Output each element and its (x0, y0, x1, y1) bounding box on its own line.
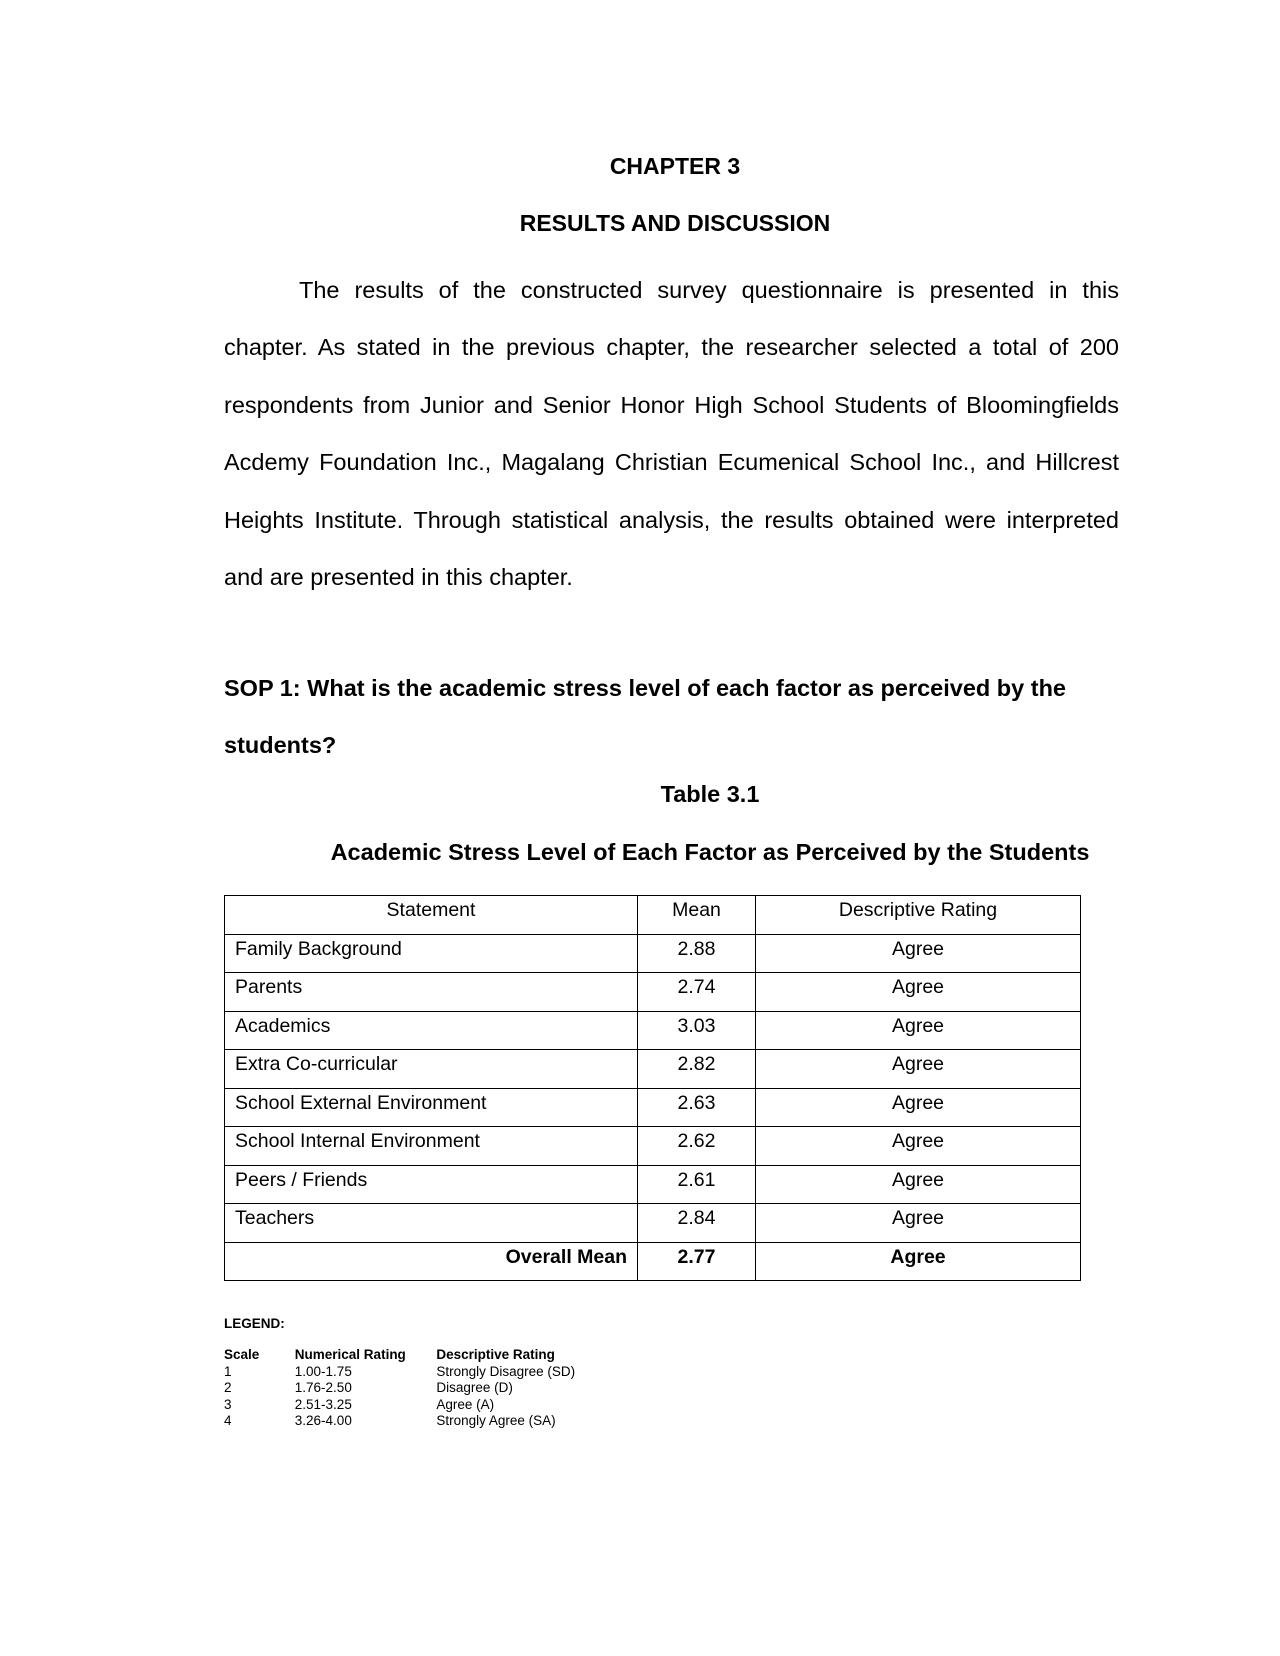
row-rating: Agree (756, 1165, 1081, 1204)
legend-numerical: 1.00-1.75 (294, 1363, 352, 1379)
table-row (225, 1050, 1081, 1089)
row-mean: 3.03 (638, 1011, 756, 1050)
legend-row (224, 1380, 644, 1397)
section-title: RESULTS AND DISCUSSION (519, 210, 831, 236)
legend-scale: 2 (224, 1380, 232, 1396)
row-statement: Academics (225, 1011, 638, 1050)
row-rating: Agree (756, 1088, 1081, 1127)
table-number: Table 3.1 (660, 781, 760, 807)
legend-descriptive: Disagree (D) (436, 1380, 513, 1396)
stress-level-table (224, 895, 1081, 1281)
table-row (225, 1204, 1081, 1243)
overall-mean-value: 2.77 (638, 1242, 756, 1281)
row-mean: 2.82 (638, 1050, 756, 1089)
table-row (225, 1127, 1081, 1166)
overall-mean-label: Overall Mean (225, 1242, 638, 1281)
legend-descriptive: Agree (A) (436, 1396, 495, 1412)
legend-numerical: 1.76-2.50 (294, 1380, 352, 1396)
row-rating: Agree (756, 1011, 1081, 1050)
header-statement: Statement (225, 896, 638, 935)
chapter-title: CHAPTER 3 (609, 153, 741, 179)
legend-row (224, 1413, 644, 1430)
row-statement: Peers / Friends (225, 1165, 638, 1204)
table-row (225, 934, 1081, 973)
row-mean: 2.74 (638, 973, 756, 1012)
legend-scale: 3 (224, 1396, 232, 1412)
table-caption: Academic Stress Level of Each Factor as Perceived by the Students (330, 839, 1090, 865)
legend-row (224, 1364, 644, 1381)
legend-descriptive: Strongly Disagree (SD) (436, 1363, 576, 1379)
legend-descriptive: Strongly Agree (SA) (436, 1413, 556, 1429)
row-statement: Family Background (225, 934, 638, 973)
row-rating: Agree (756, 1050, 1081, 1089)
legend-row (224, 1397, 644, 1414)
row-rating: Agree (756, 1204, 1081, 1243)
intro-paragraph: The results of the constructed survey questionnaire is presented in this chapter. As stated in the previous chapter, the researcher selected a total of 200 respondents from Junior and Senior Honor High School Students of Bloomingfields Acdemy Foundation Inc., Magalang Christian Ecumenical School Inc., and Hillcrest Heights Institute. Through statistical analysis, the results obtained were interpreted and are presented in this chapter. (224, 277, 1119, 591)
row-rating: Agree (756, 973, 1081, 1012)
legend (224, 1316, 576, 1429)
header-descriptive-rating: Descriptive Rating (756, 896, 1081, 935)
row-rating: Agree (756, 1127, 1081, 1166)
table-row (225, 1088, 1081, 1127)
row-mean: 2.88 (638, 934, 756, 973)
row-mean: 2.84 (638, 1204, 756, 1243)
legend-header-numerical: Numerical Rating (294, 1347, 406, 1362)
overall-mean-row (225, 1242, 1081, 1281)
legend-header-row (224, 1347, 644, 1364)
table-header-row (225, 896, 1081, 935)
legend-title: LEGEND: (224, 1316, 285, 1331)
header-mean: Mean (638, 896, 756, 935)
legend-scale: 4 (224, 1413, 232, 1429)
legend-table (224, 1347, 644, 1430)
row-mean: 2.61 (638, 1165, 756, 1204)
legend-header-descriptive: Descriptive Rating (436, 1347, 555, 1362)
legend-scale: 1 (224, 1363, 232, 1379)
legend-header-scale: Scale (224, 1347, 260, 1362)
row-statement: Teachers (225, 1204, 638, 1243)
table-row (225, 1165, 1081, 1204)
row-statement: Extra Co-curricular (225, 1050, 638, 1089)
row-mean: 2.63 (638, 1088, 756, 1127)
legend-numerical: 3.26-4.00 (294, 1413, 352, 1429)
table-row (225, 1011, 1081, 1050)
sop-question: SOP 1: What is the academic stress level of each factor as perceived by the students? (224, 675, 1067, 759)
table-row (225, 973, 1081, 1012)
overall-mean-rating: Agree (756, 1242, 1081, 1281)
row-rating: Agree (756, 934, 1081, 973)
row-statement: School Internal Environment (225, 1127, 638, 1166)
row-statement: Parents (225, 973, 638, 1012)
legend-numerical: 2.51-3.25 (294, 1396, 352, 1412)
row-statement: School External Environment (225, 1088, 638, 1127)
row-mean: 2.62 (638, 1127, 756, 1166)
